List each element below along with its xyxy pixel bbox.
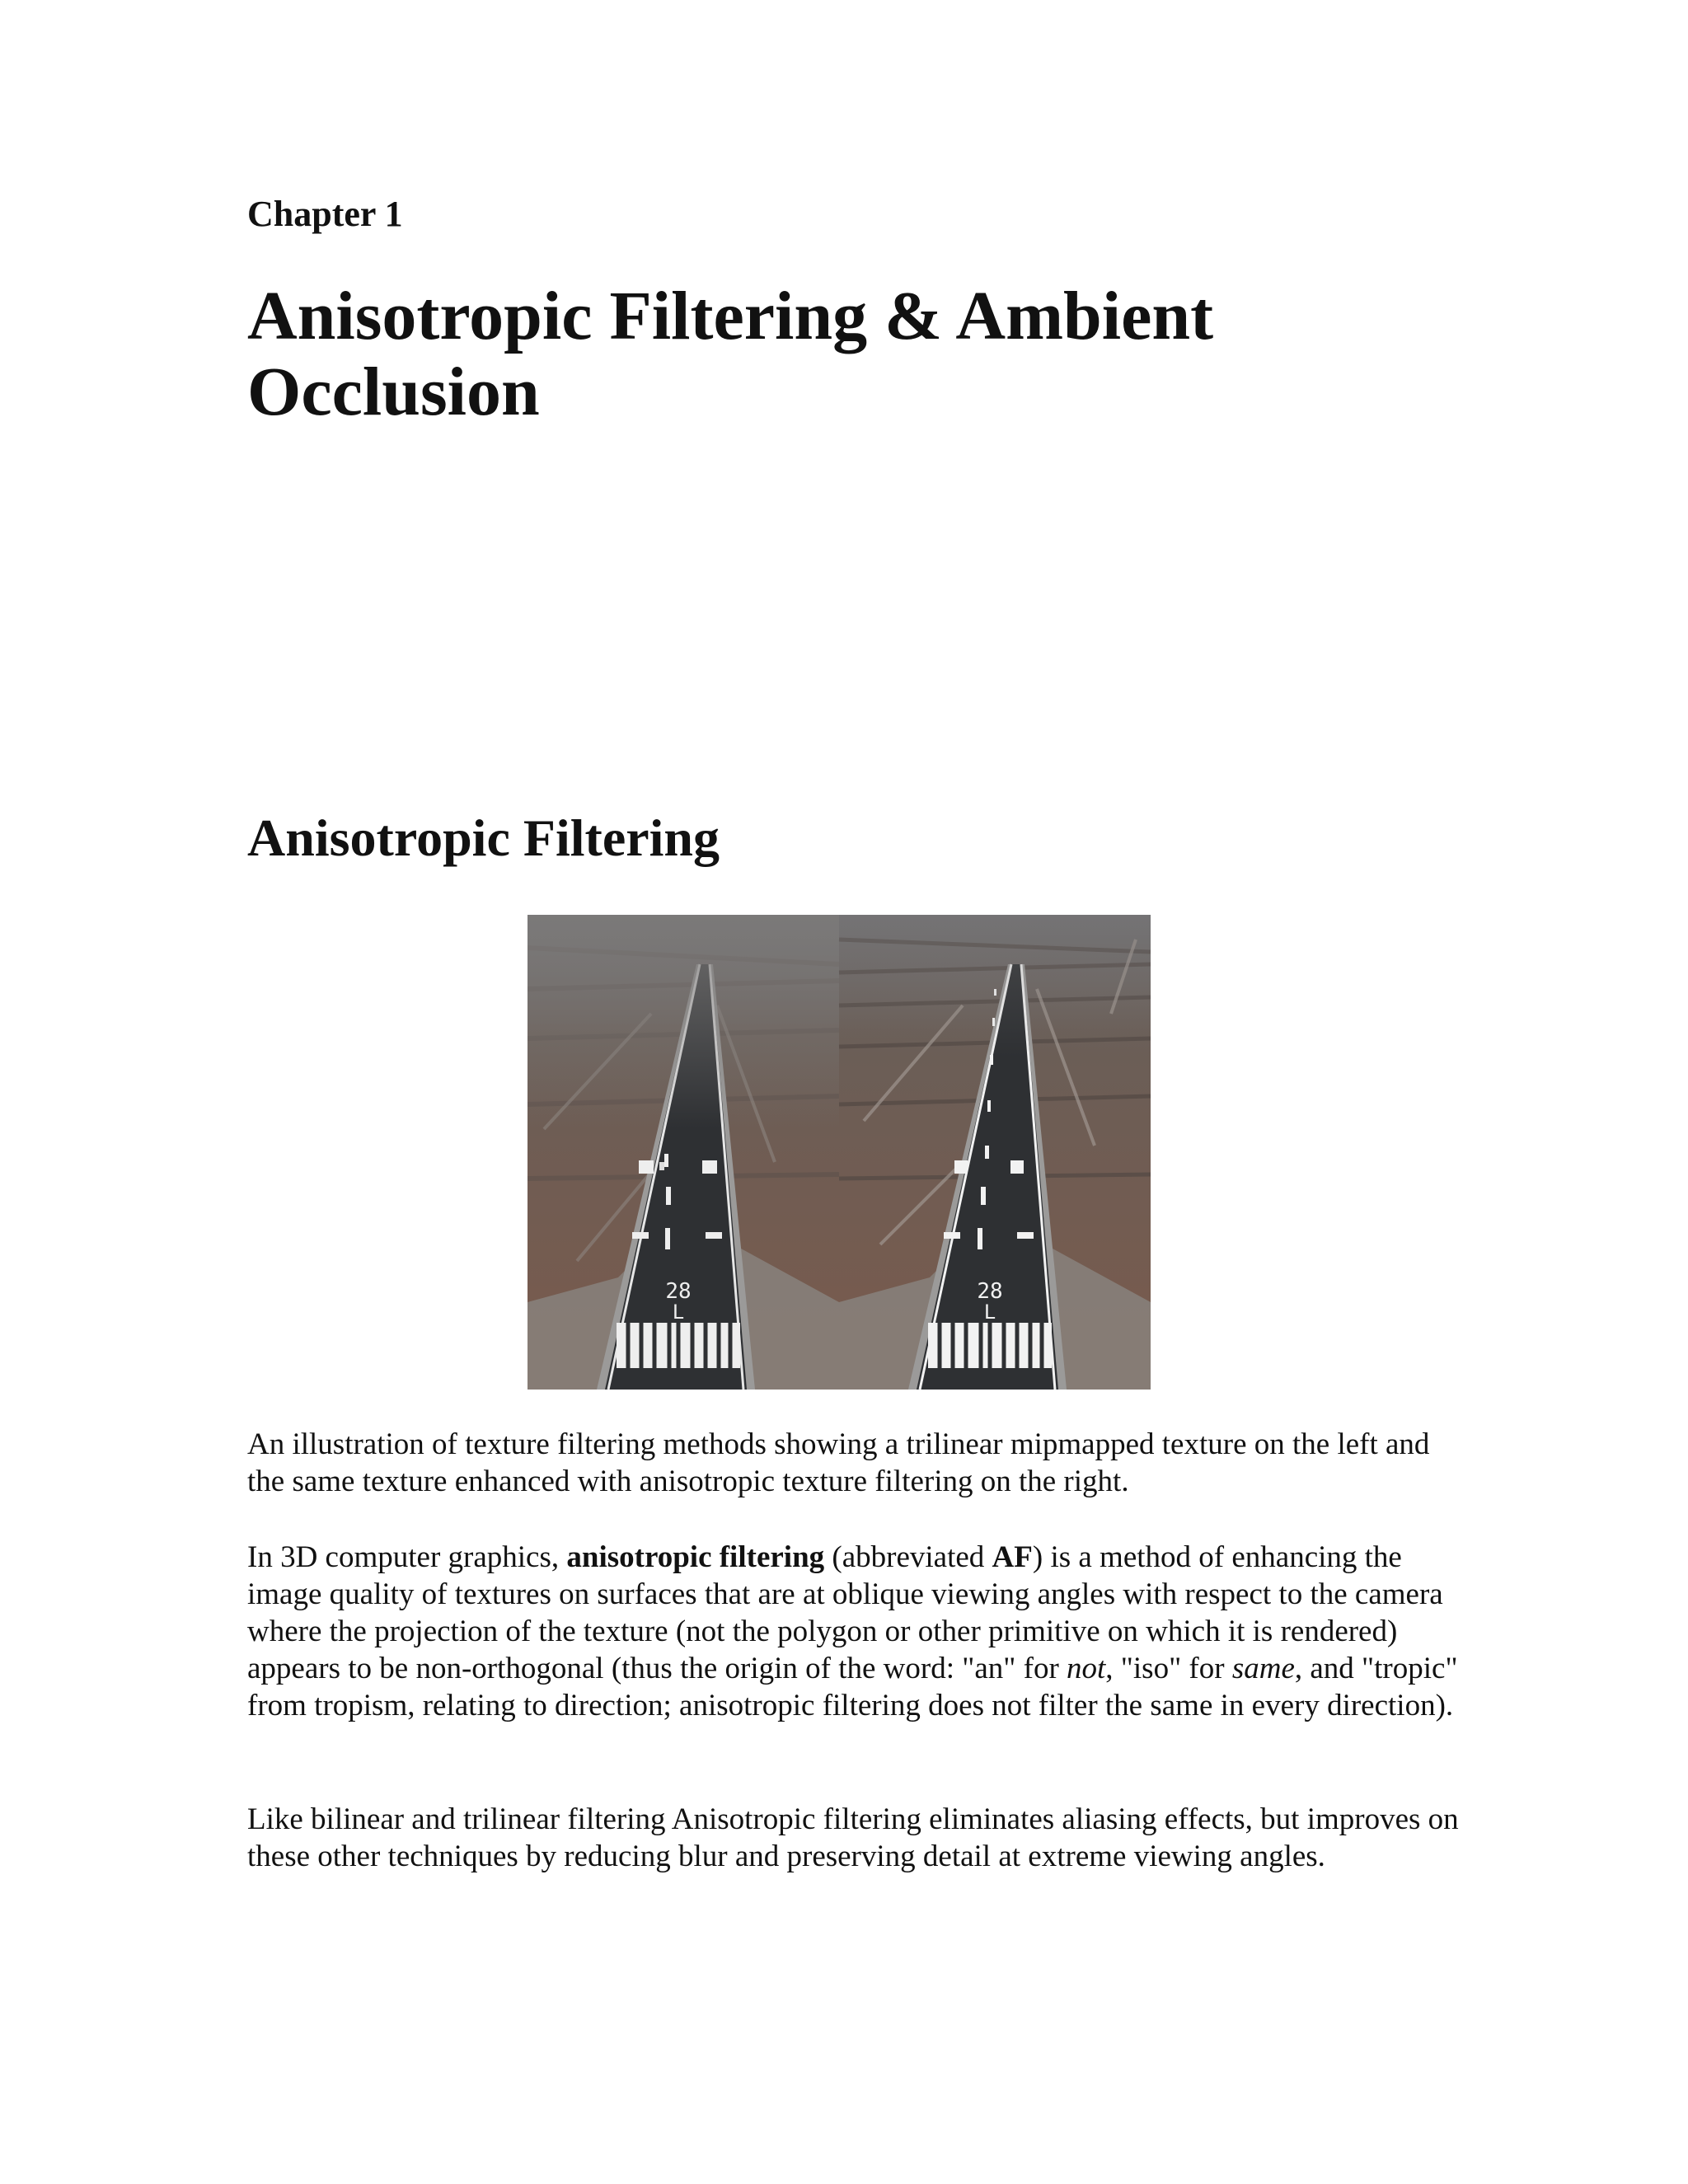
- paragraph-text: , "iso" for: [1105, 1652, 1232, 1685]
- emphasis-italic: not: [1067, 1652, 1106, 1685]
- paragraph-text: In 3D computer graphics,: [247, 1540, 567, 1574]
- paragraph-comparison: Like bilinear and trilinear filtering Anisotropic filtering eliminates aliasing effects, but improves on these other techniques by reducing blur and preserving detail at extreme viewing angles.: [247, 1802, 1459, 1873]
- paragraph-text: (abbreviated: [824, 1540, 992, 1574]
- paragraph-definition: [247, 1539, 1459, 1724]
- runway-texture-comparison-image: [528, 915, 1151, 1390]
- paragraph-text: , and "tropic" from tropism, relating to direction; anisotropic filtering does not filter the same in every direction).: [247, 1652, 1458, 1722]
- paragraph-text: ) is a method of enhancing the image quality of textures on surfaces that are at oblique viewing angles with respect to the camera where the projection of the texture (not the polygon or other primitive on which it is rendered) appears to be non-orthogonal (thus the origin of the word: "an" for: [247, 1540, 1443, 1685]
- term-bold: anisotropic filtering: [566, 1540, 825, 1574]
- chapter-label: Chapter 1: [247, 194, 403, 234]
- abbreviation-bold: AF: [992, 1540, 1033, 1574]
- chapter-title: Anisotropic Filtering & Ambient Occlusion: [247, 278, 1214, 430]
- section-heading: Anisotropic Filtering: [247, 808, 720, 867]
- trilinear-panel: [528, 915, 839, 1390]
- figure-caption: An illustration of texture filtering methods showing a trilinear mipmapped texture on the left and the same texture enhanced with anisotropic texture filtering on the right.: [247, 1427, 1430, 1498]
- anisotropic-panel: [839, 915, 1151, 1390]
- emphasis-italic: same: [1231, 1652, 1295, 1685]
